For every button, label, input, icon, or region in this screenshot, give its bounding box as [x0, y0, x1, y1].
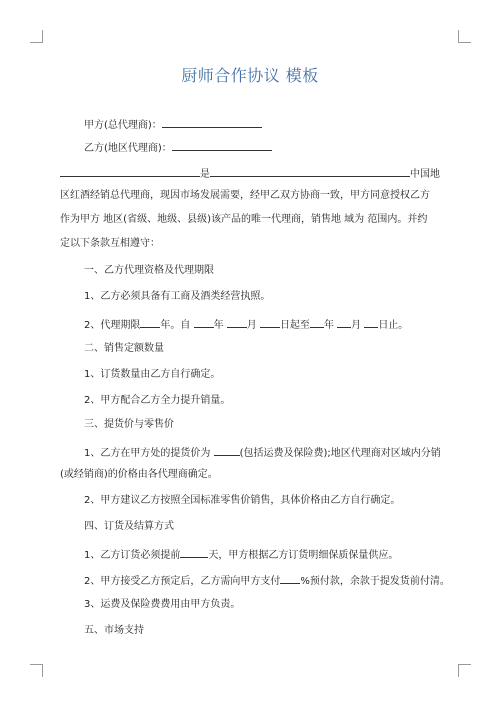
term-text: 年。自 — [160, 320, 191, 331]
crop-mark-bottom-right — [458, 664, 471, 677]
section-4-heading: 四、订货及结算方式 — [84, 521, 174, 532]
party-a-label: 甲方(总代理商)： — [84, 120, 162, 131]
blank-field — [210, 165, 410, 177]
intro-line-3: 作为甲方 地区(省级、地级、县级)该产品的唯一代理商，销售地 域为 范围内。并约 — [60, 214, 428, 225]
blank-field — [140, 316, 160, 328]
party-b-line — [84, 139, 474, 156]
blank-field — [214, 444, 240, 456]
order-text: 天，甲方根据乙方订货明细保质保量供应。 — [208, 550, 399, 561]
term-text: 2、代理期限 — [84, 320, 141, 331]
section-2-heading: 二、销售定额数量 — [84, 343, 164, 354]
term-text: 年 — [213, 320, 224, 331]
section-3-item-2: 2、甲方建议乙方按照全国标准零售价销售，具体价格由乙方自行确定。 — [84, 495, 401, 506]
party-a-line — [84, 116, 474, 133]
payment-text: %预付款，余款于提发货前付清。 — [300, 576, 450, 587]
section-3-item-1-cont: (或经销商)的价格由各代理商确定。 — [60, 469, 218, 480]
intro-text: 中国地 — [410, 169, 440, 180]
section-3-item-1 — [84, 444, 474, 461]
intro-line-2: 区红酒经销总代理商，现因市场发展需要，经甲乙双方协商一致，甲方同意授权乙方 — [60, 190, 430, 201]
crop-mark-top-left — [30, 30, 43, 43]
term-text: 日起至 — [279, 320, 310, 331]
section-3-heading: 三、提货价与零售价 — [84, 419, 174, 430]
blank-field — [260, 316, 280, 328]
blank-field — [60, 165, 200, 177]
party-a-blank — [162, 116, 262, 128]
crop-mark-top-right — [458, 30, 471, 43]
intro-line-1 — [60, 165, 450, 182]
section-2-item-2: 2、甲方配合乙方全力提升销量。 — [84, 395, 231, 406]
section-4-item-2 — [84, 572, 474, 589]
party-b-blank — [172, 139, 272, 151]
intro-text: 是 — [200, 169, 210, 180]
price-text: (包括运费及保险费);地区代理商对区域内分销 — [239, 448, 441, 459]
blank-field — [194, 316, 214, 328]
section-2-item-1: 1、订货数量由乙方自行确定。 — [84, 369, 221, 380]
section-5-heading: 五、市场支持 — [84, 625, 144, 636]
blank-field — [280, 572, 300, 584]
term-text: 年 — [323, 320, 334, 331]
blank-field — [337, 316, 351, 328]
section-1-item-1: 1、乙方必须具备有工商及酒类经营执照。 — [84, 291, 271, 302]
payment-text: 2、甲方接受乙方预定后，乙方需向甲方支付 — [84, 576, 281, 587]
intro-line-4: 定以下条款互相遵守： — [60, 238, 160, 249]
section-4-item-1 — [84, 546, 474, 563]
section-1-item-2 — [84, 316, 474, 333]
term-text: 月 — [351, 320, 362, 331]
order-text: 1、乙方订货必须提前 — [84, 550, 181, 561]
term-text: 日止。 — [378, 320, 409, 331]
blank-field — [227, 316, 247, 328]
term-text: 月 — [246, 320, 257, 331]
section-4-item-3: 3、运费及保险费费用由甲方负责。 — [84, 599, 241, 610]
crop-mark-bottom-left — [30, 664, 43, 677]
document-title: 厨师合作协议 模板 — [181, 66, 319, 85]
blank-field — [364, 316, 378, 328]
blank-field — [310, 316, 324, 328]
price-text: 1、乙方在甲方处的提货价为 — [84, 448, 211, 459]
blank-field — [180, 546, 208, 558]
party-b-label: 乙方(地区代理商)： — [84, 143, 172, 154]
section-1-heading: 一、乙方代理资格及代理期限 — [84, 265, 214, 276]
